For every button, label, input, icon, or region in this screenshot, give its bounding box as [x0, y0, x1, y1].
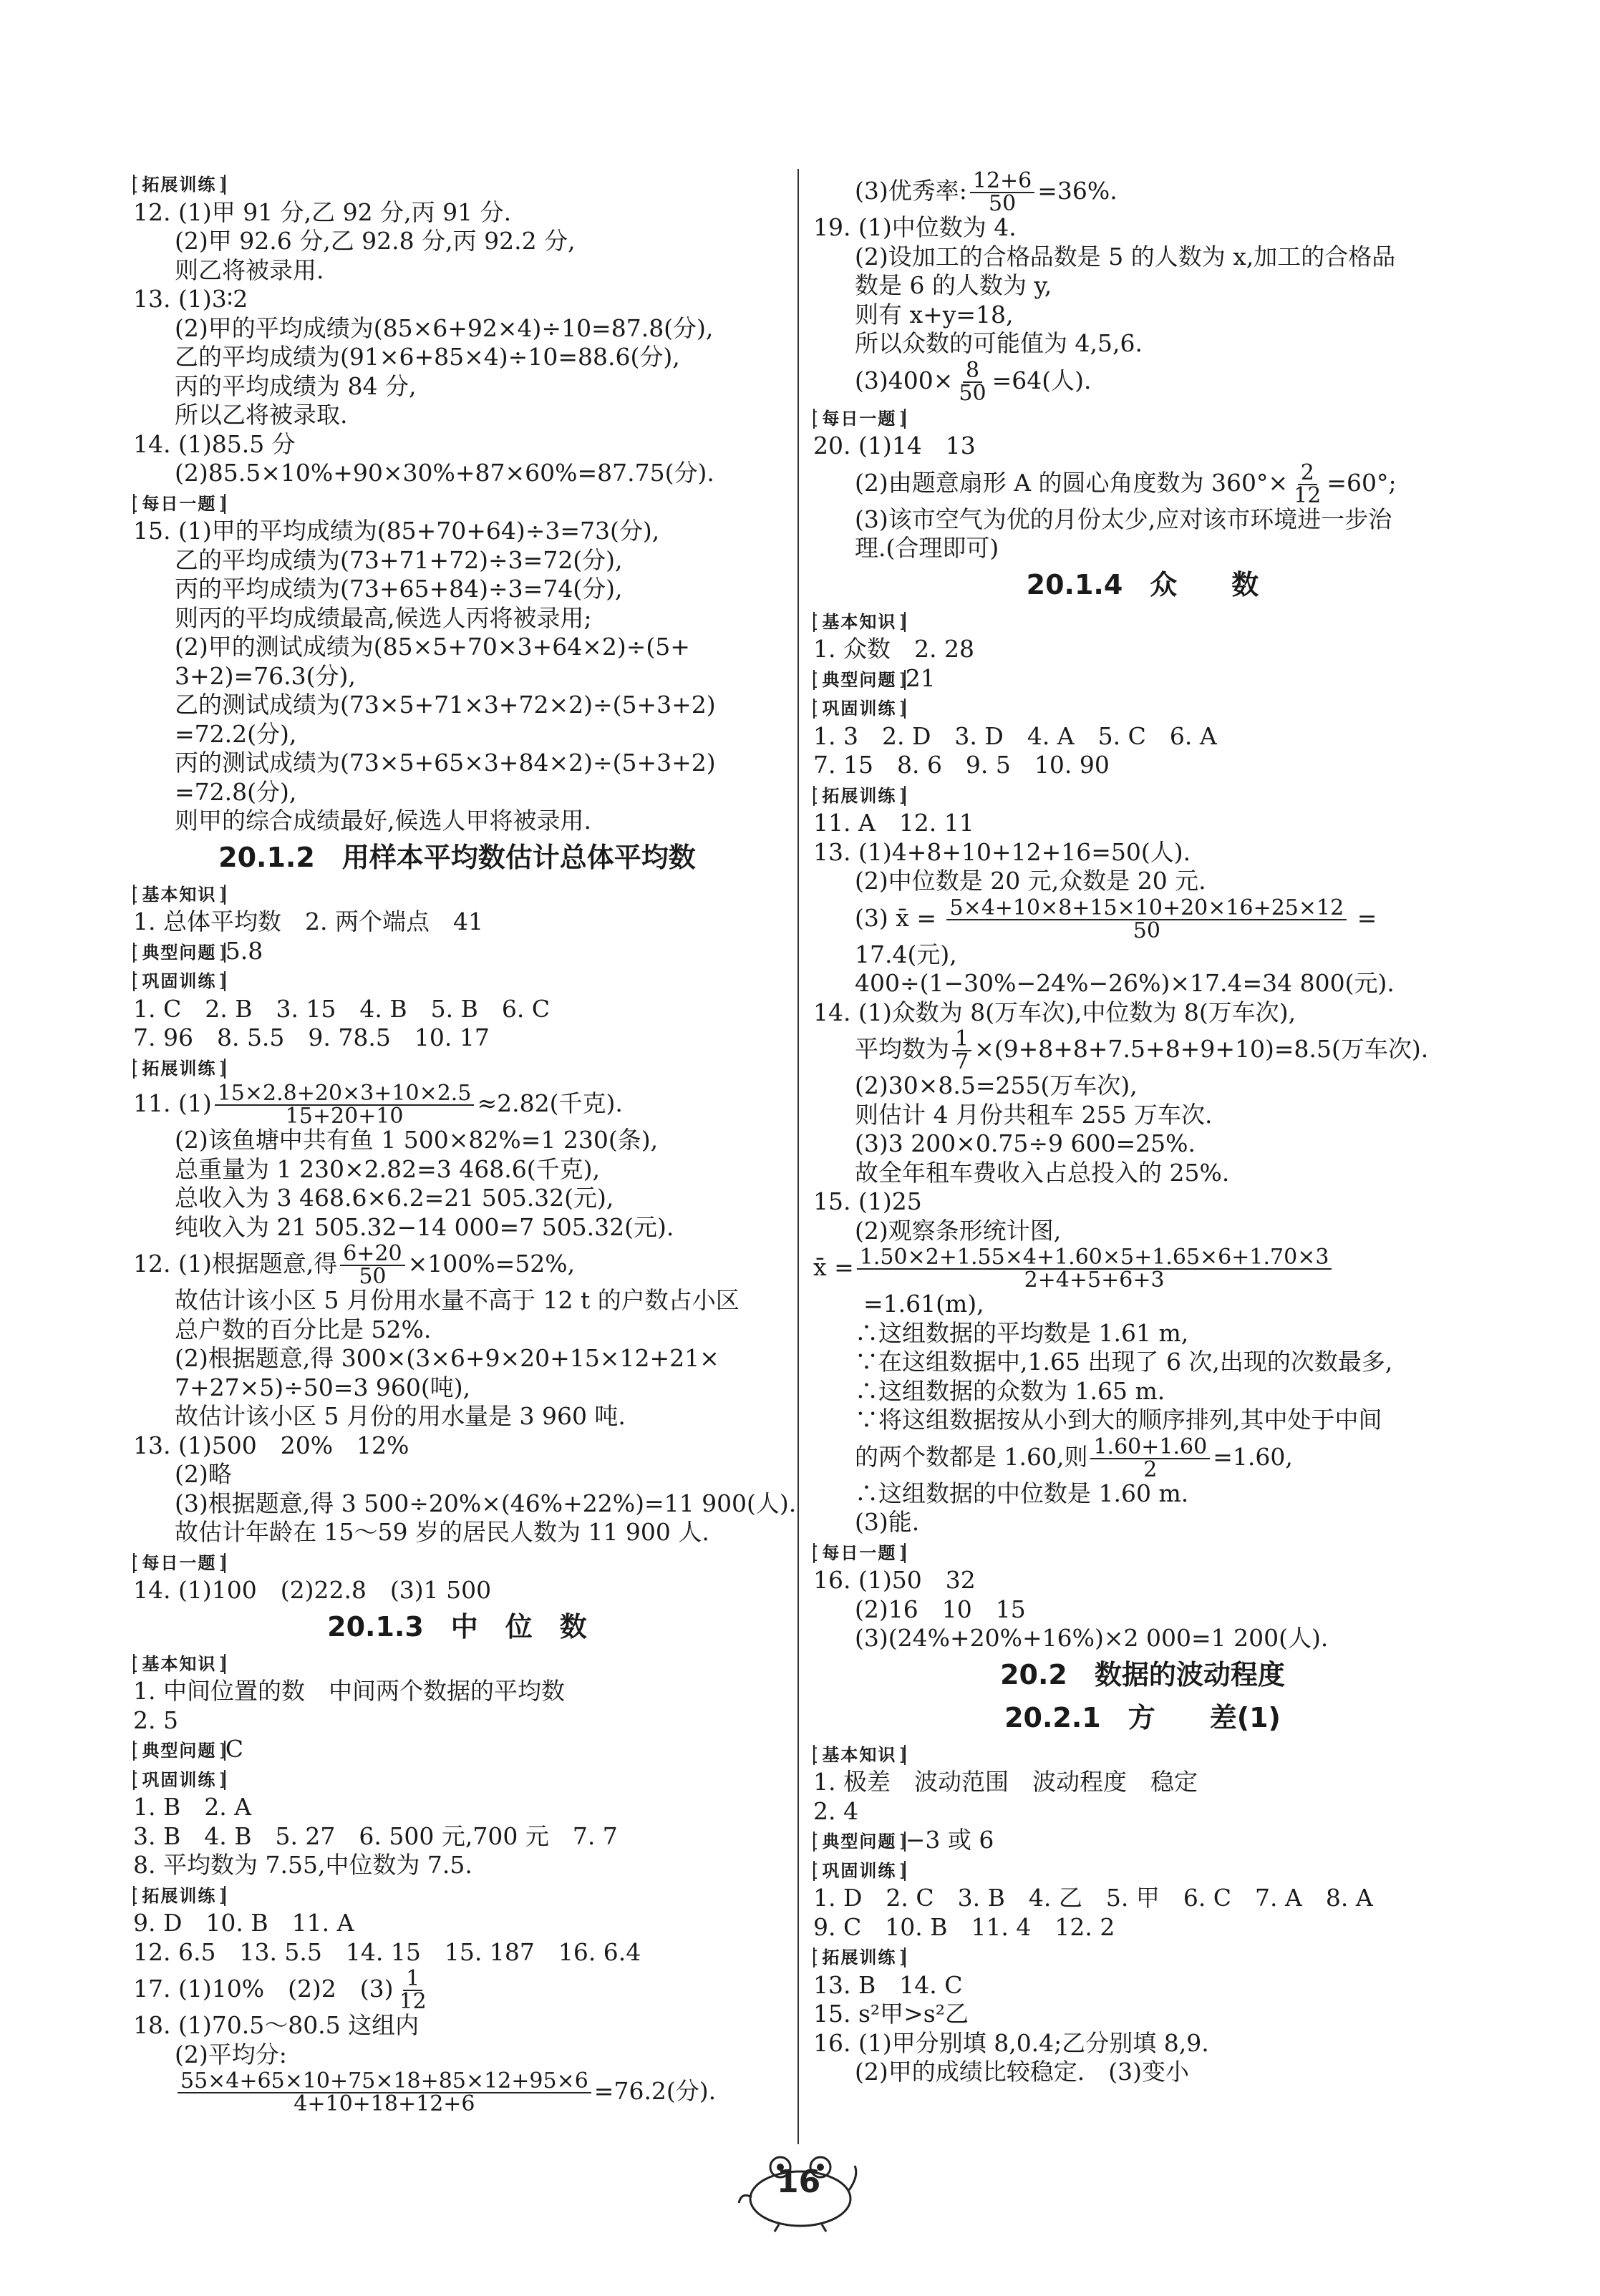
- answer-line: 1. 总体平均数 2. 两个端点 41: [133, 908, 483, 935]
- fraction-line: [813, 357, 1472, 406]
- section-heading: 20.1.4 众 数: [1026, 568, 1259, 600]
- text-before-fraction: 平均数为: [855, 1035, 949, 1063]
- section-tag-row: [813, 780, 1472, 809]
- numerator: 1.50×2+1.55×4+1.60×5+1.65×6+1.70×3: [857, 1247, 1332, 1270]
- answer-line: (2)观察条形统计图,: [855, 1216, 1062, 1245]
- answer-text: −3 或 6: [905, 1826, 994, 1854]
- typical-question-row: [133, 1735, 781, 1764]
- text-after-fraction: ≈2.82(千克).: [477, 1089, 623, 1117]
- numerator: 1: [403, 1968, 422, 1991]
- answer-line: 丙的平均成绩为 84 分,: [175, 371, 417, 400]
- column-divider: [797, 169, 799, 2144]
- answer-line: 15. (1)25: [813, 1187, 922, 1215]
- denominator: 12: [1294, 482, 1322, 508]
- denominator: 12: [399, 1989, 427, 2014]
- fraction-line: [813, 1245, 1472, 1293]
- answer-line: 乙的平均成绩为(73+71+72)÷3=72(分),: [175, 545, 623, 574]
- answer-line: 理.(合理即可): [855, 534, 999, 562]
- section-tag-row: [133, 1764, 781, 1794]
- answer-line: 9. C 10. B 11. 4 12. 2: [813, 1912, 1115, 1941]
- answer-line: 丙的平均成绩为(73+65+84)÷3=74(分),: [175, 575, 623, 603]
- section-tag-row: [133, 1648, 781, 1678]
- section-tag: [ 典型问题 ]: [813, 1832, 906, 1852]
- answer-line: (2)根据题意,得 300×(3×6+9×20+15×12+21×: [175, 1344, 719, 1372]
- answer-line: 16. (1)甲分别填 8,0.4;乙分别填 8,9.: [813, 2028, 1209, 2057]
- answer-line: 故全年租车费收入占总投入的 25%.: [855, 1158, 1230, 1187]
- section-tag-row: [813, 606, 1472, 636]
- fraction-line: [133, 1966, 781, 2014]
- section-tag-row: [133, 1880, 781, 1910]
- section-tag-row: [813, 1537, 1472, 1567]
- text-after-fraction: =60°;: [1327, 468, 1397, 497]
- text-after-fraction: ×100%=52%,: [407, 1250, 576, 1278]
- answer-line: 故估计该小区 5 月份的用水量是 3 960 吨.: [175, 1402, 626, 1430]
- answer-line: 19. (1)中位数为 4.: [813, 213, 1017, 241]
- text-before-fraction: 12. (1)根据题意,得: [133, 1250, 338, 1278]
- text-after-fraction: =64(人).: [991, 366, 1092, 394]
- answer-line: (2)甲的测试成绩为(85×5+70×3+64×2)÷(5+: [175, 633, 690, 661]
- section-tag: [ 拓展训练 ]: [813, 1947, 906, 1967]
- fraction-line: [813, 1026, 1472, 1074]
- answer-line: (3)根据题意,得 3 500÷20%×(46%+22%)=11 900(人).: [175, 1489, 797, 1517]
- section-tag: [ 每日一题 ]: [813, 1543, 906, 1563]
- answer-line: 14. (1)众数为 8(万车次),中位数为 8(万车次),: [813, 998, 1296, 1026]
- section-heading: 20.2 数据的波动程度: [1000, 1658, 1285, 1691]
- fraction: [946, 895, 1347, 943]
- answer-line: 2. 5: [133, 1706, 178, 1734]
- answer-line: ∴这组数据的中位数是 1.60 m.: [855, 1479, 1189, 1507]
- text-before-fraction: 17. (1)10% (2)2 (3): [133, 1975, 394, 2003]
- section-tag-row: [133, 879, 781, 908]
- answer-line: 18. (1)70.5～80.5 这组内: [133, 2011, 420, 2039]
- numerator: 15×2.8+20×3+10×2.5: [215, 1083, 475, 1106]
- fraction: [1291, 459, 1324, 508]
- answer-line: 13. (1)3∶2: [133, 285, 248, 313]
- answer-line: 丙的测试成绩为(73×5+65×3+84×2)÷(5+3+2): [175, 749, 716, 777]
- answer-line: =72.2(分),: [175, 719, 297, 748]
- right-column: [813, 169, 1472, 2087]
- text-before-fraction: 11. (1): [133, 1089, 212, 1117]
- fraction: [397, 1968, 430, 2013]
- section-tag: [ 巩固训练 ]: [133, 971, 226, 991]
- fraction-line: [813, 1434, 1472, 1482]
- answer-line: 1. B 2. A: [133, 1793, 252, 1821]
- answer-line: 15. s²甲>s²乙: [813, 2000, 969, 2028]
- denominator: 2: [1143, 1456, 1158, 1482]
- text-before-fraction: x̄ =: [813, 1253, 854, 1281]
- answer-line: (3)能.: [855, 1508, 920, 1536]
- answer-line: (2)平均分:: [175, 2040, 287, 2068]
- numerator: 8: [963, 360, 982, 383]
- section-tag: [ 拓展训练 ]: [133, 175, 226, 195]
- section-tag: [ 典型问题 ]: [133, 943, 226, 963]
- answer-line: (2)85.5×10%+90×30%+87×60%=87.75(分).: [175, 459, 714, 487]
- section-tag: [ 拓展训练 ]: [813, 786, 906, 806]
- answer-line: 则有 x+y=18,: [855, 300, 1014, 329]
- fraction: [178, 2068, 591, 2116]
- answer-line: 1. 极差 波动范围 波动程度 稳定: [813, 1768, 1198, 1796]
- text-after-fraction: ×(9+8+8+7.5+8+9+10)=8.5(万车次).: [974, 1035, 1429, 1063]
- answer-line: 3+2)=76.3(分),: [175, 661, 356, 690]
- fraction-line: [813, 895, 1472, 943]
- section-tag: [ 基本知识 ]: [133, 885, 226, 905]
- answer-line: 所以众数的可能值为 4,5,6.: [855, 329, 1143, 357]
- answer-line: 则估计 4 月份共租车 255 万车次.: [855, 1100, 1213, 1129]
- text-after-fraction: =: [1349, 903, 1377, 932]
- answer-line: 16. (1)50 32: [813, 1566, 976, 1594]
- denominator: 50: [988, 191, 1017, 216]
- fraction: [340, 1243, 404, 1288]
- section-tag: [ 巩固训练 ]: [813, 1861, 906, 1881]
- text-before-fraction: (2)由题意扇形 A 的圆心角度数为 360°×: [855, 468, 1289, 497]
- text-after-fraction: =1.60,: [1213, 1442, 1293, 1471]
- answer-line: 乙的测试成绩为(73×5+71×3+72×2)÷(5+3+2): [175, 691, 716, 719]
- answer-line: (2)略: [175, 1460, 232, 1488]
- answer-line: 11. A 12. 11: [813, 809, 974, 837]
- answer-line: 12. (1)甲 91 分,乙 92 分,丙 91 分.: [133, 198, 512, 226]
- answer-line: 则乙将被录用.: [175, 256, 324, 284]
- text-after-fraction: =76.2(分).: [593, 2077, 717, 2105]
- section-tag-row: [133, 488, 781, 517]
- answer-line: 15. (1)甲的平均成绩为(85+70+64)÷3=73(分),: [133, 517, 660, 545]
- section-tag-row: [813, 693, 1472, 722]
- answer-line: 13. (1)500 20% 12%: [133, 1431, 409, 1459]
- answer-line: (2)中位数是 20 元,众数是 20 元.: [855, 867, 1206, 895]
- text-before-fraction: (3)400×: [855, 366, 954, 394]
- section-tag-row: [813, 1739, 1472, 1769]
- section-tag: [ 拓展训练 ]: [133, 1886, 226, 1906]
- section-tag: [ 典型问题 ]: [813, 670, 906, 690]
- numerator: 55×4+65×10+75×18+85×12+95×6: [178, 2071, 591, 2093]
- fraction-line: [133, 2068, 781, 2116]
- answer-line: ∴这组数据的众数为 1.65 m.: [855, 1376, 1165, 1405]
- section-tag-row: [133, 1053, 781, 1082]
- left-column: [133, 169, 797, 2116]
- denominator: 7: [955, 1049, 969, 1074]
- section-tag: [ 典型问题 ]: [133, 1741, 226, 1761]
- answer-line: 8. 平均数为 7.55,中位数为 7.5.: [133, 1851, 472, 1879]
- answer-line: 数是 6 的人数为 y,: [855, 271, 1052, 299]
- answer-line: (2)该鱼塘中共有鱼 1 500×82%=1 230(条),: [175, 1126, 659, 1154]
- answer-line: =1.61(m),: [863, 1290, 984, 1318]
- fraction: [970, 170, 1034, 215]
- answer-text: C: [225, 1735, 243, 1763]
- answer-line: ∴这组数据的平均数是 1.61 m,: [855, 1318, 1189, 1347]
- section-tag-row: [133, 1547, 781, 1577]
- numerator: 1: [952, 1028, 971, 1051]
- answer-line: 17.4(元),: [855, 940, 957, 968]
- fraction: [215, 1083, 475, 1127]
- section-tag: [ 巩固训练 ]: [813, 699, 906, 719]
- answer-line: 20. (1)14 13: [813, 432, 976, 459]
- typical-question-row: [813, 1826, 1472, 1855]
- answer-line: 14. (1)85.5 分: [133, 429, 296, 458]
- answer-line: 故估计年龄在 15～59 岁的居民人数为 11 900 人.: [175, 1518, 709, 1546]
- answer-line: (2)30×8.5=255(万车次),: [855, 1071, 1138, 1099]
- answer-line: 2. 4: [813, 1796, 858, 1825]
- answer-line: 纯收入为 21 505.32−14 000=7 505.32(元).: [175, 1212, 674, 1241]
- answer-line: 7. 96 8. 5.5 9. 78.5 10. 17: [133, 1023, 490, 1051]
- denominator: 2+4+5+6+3: [1024, 1268, 1165, 1293]
- text-before-fraction: (3)优秀率:: [855, 177, 967, 205]
- answer-line: (3)(24%+20%+16%)×2 000=1 200(人).: [855, 1624, 1329, 1652]
- section-heading: 20.1.3 中 位 数: [327, 1610, 587, 1643]
- numerator: 5×4+10×8+15×10+20×16+25×12: [946, 898, 1347, 920]
- answer-line: 3. B 4. B 5. 27 6. 500 元,700 元 7. 7: [133, 1821, 618, 1850]
- section-tag-row: [133, 169, 781, 198]
- answer-line: 总户数的百分比是 52%.: [175, 1315, 432, 1343]
- answer-line: 1. 中间位置的数 中间两个数据的平均数: [133, 1677, 565, 1705]
- answer-line: 400÷(1−30%−24%−26%)×17.4=34 800(元).: [855, 969, 1395, 997]
- answer-line: 14. (1)100 (2)22.8 (3)1 500: [133, 1576, 492, 1604]
- fraction: [857, 1247, 1332, 1291]
- section-tag: [ 基本知识 ]: [813, 1745, 906, 1765]
- denominator: 15+20+10: [285, 1104, 404, 1129]
- section-tag: [ 每日一题 ]: [133, 494, 226, 514]
- answer-line: 所以乙将被录取.: [175, 401, 348, 429]
- answer-line: 乙的平均成绩为(91×6+85×4)÷10=88.6(分),: [175, 343, 680, 371]
- fraction: [956, 357, 989, 406]
- answer-line: (2)甲 92.6 分,乙 92.8 分,丙 92.2 分,: [175, 227, 576, 255]
- denominator: 50: [1133, 918, 1160, 943]
- section-tag-row: [813, 403, 1472, 432]
- answer-line: 12. 6.5 13. 5.5 14. 15 15. 187 16. 6.4: [133, 1937, 641, 1966]
- text-before-fraction: (3) x̄ =: [855, 903, 944, 932]
- denominator: 50: [959, 380, 986, 406]
- answer-line: 13. (1)4+8+10+12+16=50(人).: [813, 837, 1191, 866]
- answer-line: 总重量为 1 230×2.82=3 468.6(千克),: [175, 1154, 600, 1183]
- answer-line: =72.8(分),: [175, 777, 297, 806]
- answer-line: (2)16 10 15: [855, 1595, 1026, 1623]
- answer-line: 7+27×5)÷50=3 960(吨),: [175, 1373, 471, 1401]
- numerator: 6+20: [340, 1243, 404, 1266]
- denominator: 50: [359, 1264, 387, 1289]
- answer-line: (3)该市空气为优的月份太少,应对该市环境进一步治: [855, 505, 1392, 533]
- answer-line: ∵将这组数据按从小到大的顺序排列,其中处于中间: [855, 1406, 1382, 1434]
- text-before-fraction: 的两个数都是 1.60,则: [855, 1442, 1088, 1471]
- numerator: 12+6: [970, 170, 1034, 193]
- section-tag: [ 巩固训练 ]: [133, 1770, 226, 1790]
- section-tag: [ 基本知识 ]: [133, 1654, 226, 1674]
- section-tag: [ 每日一题 ]: [133, 1553, 226, 1573]
- answer-line: 1. C 2. B 3. 15 4. B 5. B 6. C: [133, 994, 551, 1023]
- answer-line: (2)设加工的合格品数是 5 的人数为 x,加工的合格品: [855, 242, 1396, 271]
- fraction: [1090, 1436, 1210, 1481]
- section-tag: [ 拓展训练 ]: [133, 1059, 226, 1079]
- page-number: 16: [777, 2164, 821, 2200]
- answer-line: ∵在这组数据中,1.65 出现了 6 次,出现的次数最多,: [855, 1348, 1393, 1376]
- fraction-line: [133, 1241, 781, 1289]
- typical-question-row: [133, 937, 781, 966]
- fraction-line: [133, 1081, 781, 1129]
- answer-line: 9. D 10. B 11. A: [133, 1909, 354, 1937]
- fraction-line: [813, 459, 1472, 508]
- fraction-line: [813, 168, 1472, 216]
- answer-line: (3)3 200×0.75÷9 600=25%.: [855, 1129, 1196, 1157]
- section-tag-row: [813, 1855, 1472, 1884]
- section-tag: [ 基本知识 ]: [813, 612, 906, 632]
- section-heading: 20.1.2 用样本平均数估计总体平均数: [218, 841, 696, 873]
- answer-line: 则甲的综合成绩最好,候选人甲将被录用.: [175, 807, 591, 835]
- answer-line: (2)甲的平均成绩为(85×6+92×4)÷10=87.8(分),: [175, 313, 714, 342]
- answer-line: 1. 众数 2. 28: [813, 635, 974, 663]
- denominator: 4+10+18+12+6: [294, 2091, 475, 2116]
- answer-text: 21: [905, 663, 936, 692]
- typical-question-row: [813, 664, 1472, 694]
- section-tag-row: [813, 1942, 1472, 1971]
- answer-line: 1. 3 2. D 3. D 4. A 5. C 6. A: [813, 721, 1217, 750]
- answer-text: 5.8: [225, 936, 263, 965]
- fraction: [952, 1028, 971, 1073]
- text-after-fraction: =36%.: [1037, 177, 1117, 205]
- numerator: 1.60+1.60: [1090, 1436, 1210, 1459]
- section-tag-row: [133, 965, 781, 995]
- answer-line: 故估计该小区 5 月份用水量不高于 12 t 的户数占小区: [175, 1286, 740, 1314]
- section-tag: [ 每日一题 ]: [813, 409, 906, 429]
- answer-line: 则丙的平均成绩最高,候选人丙将被录用;: [175, 603, 592, 632]
- answer-line: 13. B 14. C: [813, 1970, 963, 1999]
- answer-line: 1. D 2. C 3. B 4. 乙 5. 甲 6. C 7. A 8. A: [813, 1884, 1373, 1912]
- answer-line: 7. 15 8. 6 9. 5 10. 90: [813, 751, 1110, 779]
- answer-line: 总收入为 3 468.6×6.2=21 505.32(元),: [175, 1184, 614, 1212]
- answer-line: (2)甲的成绩比较稳定. (3)变小: [855, 2058, 1189, 2086]
- numerator: 2: [1298, 462, 1317, 485]
- section-heading: 20.2.1 方 差(1): [1004, 1701, 1281, 1733]
